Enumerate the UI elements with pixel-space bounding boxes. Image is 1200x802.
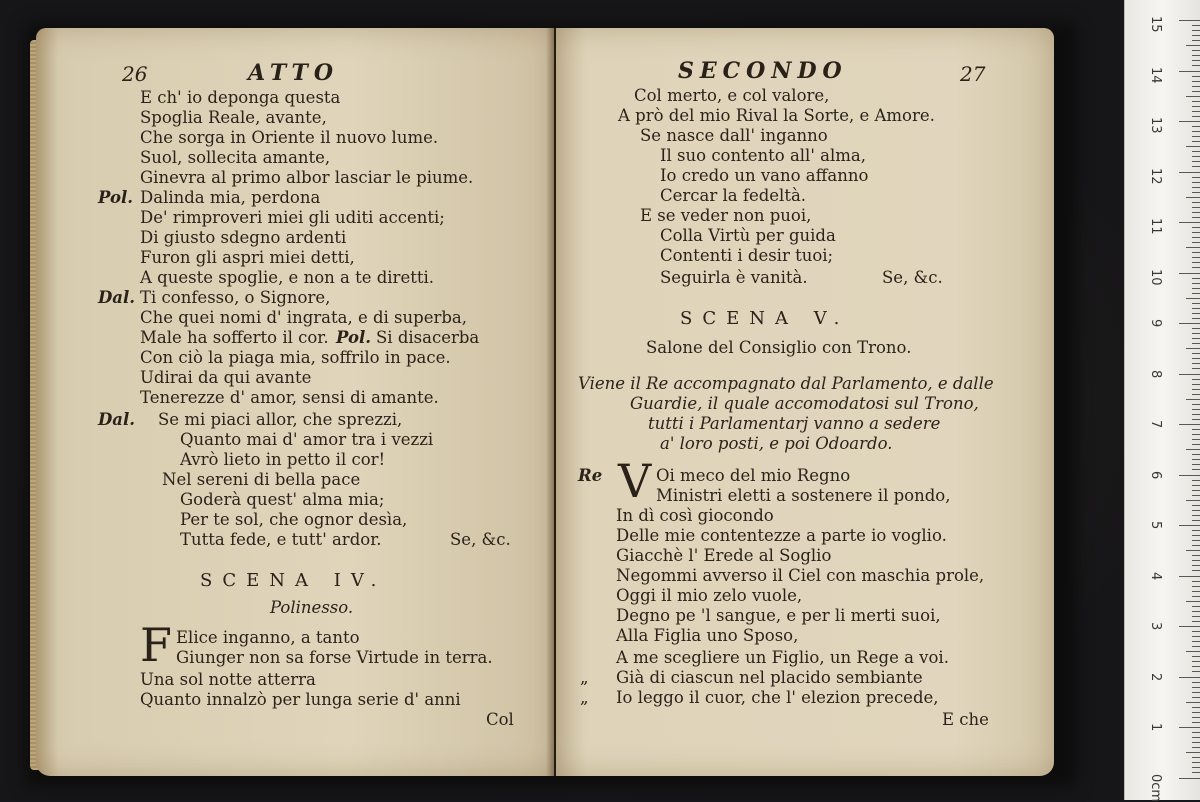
ruler-tick: [1192, 227, 1200, 228]
verse-line: A me scegliere un Figlio, un Rege a voi.: [616, 648, 949, 667]
ruler-tick: [1192, 646, 1200, 647]
ruler-tick: [1192, 636, 1200, 637]
ruler-tick: [1192, 389, 1200, 390]
ruler-tick: [1192, 394, 1200, 395]
ruler-tick: [1179, 20, 1200, 21]
ruler-tick: [1192, 76, 1200, 77]
ruler-tick: [1192, 40, 1200, 41]
ruler-tick: [1192, 606, 1200, 607]
verse-line: Con ciò la piaga mia, soffrilo in pace.: [140, 348, 451, 367]
verse-line: Si disacerba: [376, 328, 480, 347]
ruler-tick: [1192, 283, 1200, 284]
ruler-tick: [1192, 459, 1200, 460]
ruler-label: 5: [1148, 521, 1163, 530]
ruler-tick: [1192, 682, 1200, 683]
ruler-tick: [1192, 131, 1200, 132]
ruler-tick: [1192, 237, 1200, 238]
ruler-tick: [1186, 500, 1200, 501]
page-number: 26: [122, 62, 148, 86]
verse-line: A prò del mio Rival la Sorte, e Amore.: [618, 106, 935, 125]
ruler-tick: [1192, 207, 1200, 208]
verse-line: Dalinda mia, perdona: [140, 188, 321, 207]
ruler-tick: [1192, 560, 1200, 561]
ruler-tick: [1179, 424, 1200, 425]
ruler-tick: [1179, 778, 1200, 779]
ruler-tick: [1179, 323, 1200, 324]
verse-line: Oggi il mio zelo vuole,: [616, 586, 803, 605]
ruler-tick: [1192, 515, 1200, 516]
ruler-label: 3: [1148, 622, 1163, 631]
ruler-tick: [1192, 161, 1200, 162]
ruler-tick: [1192, 419, 1200, 420]
catchword: E che: [942, 710, 989, 729]
verse-line: E ch' io deponga questa: [140, 88, 341, 107]
ruler-label: 4: [1148, 571, 1163, 580]
ruler-tick: [1192, 136, 1200, 137]
ruler-tick: [1192, 60, 1200, 61]
ruler-tick: [1179, 374, 1200, 375]
stage-direction: tutti i Parlamentarj vanno a sedere: [648, 414, 941, 433]
aria-line: Io credo un vano affanno: [660, 166, 869, 185]
ruler-tick: [1192, 464, 1200, 465]
ruler-tick: [1192, 252, 1200, 253]
ruler-label: 12: [1148, 167, 1163, 185]
ruler-tick: [1192, 772, 1200, 773]
verse-line: Giunger non sa forse Virtude in terra.: [176, 648, 493, 667]
ruler-tick: [1186, 399, 1200, 400]
ruler-tick: [1192, 288, 1200, 289]
ruler-tick: [1192, 631, 1200, 632]
scene-heading: SCENA V.: [680, 308, 850, 329]
ruler-tick: [1192, 404, 1200, 405]
ruler-tick: [1192, 141, 1200, 142]
ruler-tick: [1192, 707, 1200, 708]
stage-direction: a' loro posti, e poi Odoardo.: [660, 434, 893, 453]
ruler-tick: [1186, 348, 1200, 349]
ruler-tick: [1192, 111, 1200, 112]
aria-line: Seguirla è vanità.: [660, 268, 808, 287]
verse-line: Suol, sollecita amante,: [140, 148, 331, 167]
ruler-tick: [1179, 475, 1200, 476]
ruler-tick: [1192, 434, 1200, 435]
speaker-label: Re: [578, 466, 603, 485]
ruler-tick: [1179, 525, 1200, 526]
speaker-label: Pol.: [98, 188, 133, 207]
ruler-tick: [1192, 232, 1200, 233]
ruler-tick: [1179, 576, 1200, 577]
verse-line: A queste spoglie, e non a te diretti.: [140, 268, 434, 287]
ruler-tick: [1192, 177, 1200, 178]
verse-line: Delle mie contentezze a parte io voglio.: [616, 526, 947, 545]
ruler-tick: [1192, 540, 1200, 541]
ruler-tick: [1192, 429, 1200, 430]
verse-line: Furon gli aspri miei detti,: [140, 248, 355, 267]
verse-line: Ministri eletti a sostenere il pondo,: [656, 486, 951, 505]
ruler-tick: [1192, 454, 1200, 455]
ruler-tick: [1192, 318, 1200, 319]
ruler-tick: [1192, 308, 1200, 309]
ruler-tick: [1192, 732, 1200, 733]
ruler-label: 14: [1148, 66, 1163, 84]
scene-character: Polinesso.: [270, 598, 354, 617]
ruler-tick: [1192, 495, 1200, 496]
ruler-tick: [1192, 379, 1200, 380]
ruler-tick: [1192, 156, 1200, 157]
ruler-tick: [1192, 692, 1200, 693]
ruler-tick: [1192, 661, 1200, 662]
ruler-tick: [1192, 535, 1200, 536]
ruler-tick: [1186, 651, 1200, 652]
left-page: [36, 28, 554, 776]
ruler-tick: [1186, 702, 1200, 703]
ruler-tick: [1192, 444, 1200, 445]
ruler-tick: [1192, 368, 1200, 369]
ruler-tick: [1192, 91, 1200, 92]
verse-line: Ti confesso, o Signore,: [140, 288, 331, 307]
aria-line: Avrò lieto in petto il cor!: [180, 450, 386, 469]
aria-line: Cercar la fedeltà.: [660, 186, 807, 205]
verse-line: Tenerezze d' amor, sensi di amante.: [140, 388, 439, 407]
aria-line: Se nasce dall' inganno: [640, 126, 828, 145]
verse-line: Giacchè l' Erede al Soglio: [616, 546, 832, 565]
ruler-tick: [1192, 212, 1200, 213]
quote-mark: „: [580, 668, 589, 687]
verse-line: Male ha sofferto il cor.: [140, 328, 329, 347]
ruler-tick: [1192, 101, 1200, 102]
ruler-tick: [1192, 737, 1200, 738]
ruler-tick: [1192, 187, 1200, 188]
ruler-tick: [1192, 192, 1200, 193]
da-capo-mark: Se, &c.: [450, 530, 511, 549]
ruler-tick: [1192, 126, 1200, 127]
ruler-tick: [1192, 151, 1200, 152]
ruler-tick: [1192, 50, 1200, 51]
ruler-tick: [1179, 273, 1200, 274]
ruler-label: 10: [1148, 268, 1163, 286]
verse-line: Di giusto sdegno ardenti: [140, 228, 347, 247]
ruler-tick: [1192, 697, 1200, 698]
right-page: [556, 28, 1054, 776]
ruler-tick: [1192, 384, 1200, 385]
verse-line: Una sol notte atterra: [140, 670, 316, 689]
verse-line: Ginevra al primo albor lasciar le piume.: [140, 168, 474, 187]
ruler-tick: [1179, 727, 1200, 728]
ruler-tick: [1192, 55, 1200, 56]
ruler-tick: [1192, 363, 1200, 364]
ruler-tick: [1192, 328, 1200, 329]
ruler-tick: [1192, 469, 1200, 470]
verse-line: Oi meco del mio Regno: [656, 466, 851, 485]
ruler-tick: [1192, 671, 1200, 672]
ruler-tick: [1192, 510, 1200, 511]
ruler-tick: [1186, 96, 1200, 97]
aria-line: Goderà quest' alma mia;: [180, 490, 385, 509]
ruler-tick: [1192, 353, 1200, 354]
ruler-tick: [1192, 358, 1200, 359]
ruler-tick: [1186, 550, 1200, 551]
verse-line: Negommi avverso il Ciel con maschia prole,: [616, 566, 985, 585]
da-capo-mark: Se, &c.: [882, 268, 943, 287]
ruler-tick: [1179, 677, 1200, 678]
verse-line: Elice inganno, a tanto: [176, 628, 360, 647]
aria-line: Colla Virtù per guida: [660, 226, 836, 245]
ruler-tick: [1192, 293, 1200, 294]
aria-line: Tutta fede, e tutt' ardor.: [180, 530, 382, 549]
ruler-tick: [1192, 343, 1200, 344]
ruler-tick: [1192, 490, 1200, 491]
ruler-tick: [1192, 278, 1200, 279]
aria-line: Il suo contento all' alma,: [660, 146, 866, 165]
ruler-label: 7: [1148, 420, 1163, 429]
ruler-tick: [1192, 581, 1200, 582]
ruler-tick: [1179, 71, 1200, 72]
ruler-tick: [1192, 166, 1200, 167]
ruler-tick: [1192, 81, 1200, 82]
aria-line: Contenti i desir tuoi;: [660, 246, 834, 265]
ruler-tick: [1192, 116, 1200, 117]
ruler-tick: [1192, 313, 1200, 314]
ruler-tick: [1192, 202, 1200, 203]
ruler-tick: [1192, 747, 1200, 748]
ruler-label: 2: [1148, 672, 1163, 681]
ruler-tick: [1192, 656, 1200, 657]
ruler-label: 11: [1148, 218, 1163, 235]
ruler-tick: [1192, 409, 1200, 410]
ruler-label: 6: [1148, 470, 1163, 479]
ruler-tick: [1186, 298, 1200, 299]
ruler-tick: [1192, 586, 1200, 587]
ruler-tick: [1192, 217, 1200, 218]
ruler-tick: [1192, 762, 1200, 763]
ruler-tick: [1186, 247, 1200, 248]
verse-line: Col merto, e col valore,: [634, 86, 830, 105]
ruler-tick: [1179, 222, 1200, 223]
ruler-tick: [1192, 616, 1200, 617]
ruler-label: 15: [1148, 16, 1163, 33]
aria-line: Quanto mai d' amor tra i vezzi: [180, 430, 434, 449]
ruler-label: 13: [1148, 117, 1163, 134]
ruler-label: 1: [1148, 723, 1163, 732]
ruler-tick: [1186, 197, 1200, 198]
verse-line: Che sorga in Oriente il nuovo lume.: [140, 128, 439, 147]
verse-line: Che quei nomi d' ingrata, e di superba,: [140, 308, 468, 327]
ruler-label: 9: [1148, 319, 1163, 328]
ruler-tick: [1186, 146, 1200, 147]
drop-cap: V: [618, 454, 652, 508]
ruler-tick: [1192, 65, 1200, 66]
measuring-ruler: [1124, 0, 1200, 800]
ruler-tick: [1192, 333, 1200, 334]
ruler-tick: [1192, 545, 1200, 546]
verse-line: Spoglia Reale, avante,: [140, 108, 327, 127]
verse-line: Alla Figlia uno Sposo,: [616, 626, 799, 645]
ruler-tick: [1192, 596, 1200, 597]
ruler-tick: [1192, 267, 1200, 268]
verse-line: Già di ciascun nel placido sembiante: [616, 668, 923, 687]
ruler-tick: [1192, 591, 1200, 592]
running-head: SECONDO: [678, 58, 848, 84]
ruler-tick: [1192, 30, 1200, 31]
ruler-tick: [1192, 767, 1200, 768]
ruler-tick: [1192, 414, 1200, 415]
ruler-tick: [1192, 570, 1200, 571]
ruler-tick: [1192, 666, 1200, 667]
running-head: ATTO: [248, 60, 339, 86]
ruler-tick: [1186, 449, 1200, 450]
verse-line: Io leggo il cuor, che l' elezion precede,: [616, 688, 939, 707]
ruler-tick: [1192, 621, 1200, 622]
speaker-label: Pol.: [336, 328, 371, 347]
ruler-tick: [1192, 262, 1200, 263]
ruler-tick: [1192, 25, 1200, 26]
ruler-tick: [1192, 520, 1200, 521]
ruler-tick: [1192, 106, 1200, 107]
ruler-tick: [1192, 555, 1200, 556]
ruler-tick: [1192, 480, 1200, 481]
ruler-tick: [1192, 742, 1200, 743]
ruler-tick: [1192, 717, 1200, 718]
stage-direction: Guardie, il quale accomodatosi sul Trono,: [630, 394, 979, 413]
ruler-tick: [1192, 86, 1200, 87]
verse-line: Quanto innalzò per lunga serie d' anni: [140, 690, 461, 709]
ruler-tick: [1186, 601, 1200, 602]
speaker-label: Dal.: [98, 288, 136, 307]
ruler-tick: [1192, 712, 1200, 713]
ruler-tick: [1192, 757, 1200, 758]
scene-setting: Salone del Consiglio con Trono.: [646, 338, 912, 357]
ruler-tick: [1179, 626, 1200, 627]
ruler-tick: [1192, 35, 1200, 36]
stage-direction: Viene il Re accompagnato dal Parlamento, e dalle: [578, 374, 994, 393]
aria-line: Se mi piaci allor, che sprezzi,: [158, 410, 403, 429]
ruler-tick: [1186, 45, 1200, 46]
verse-line: In dì così giocondo: [616, 506, 774, 525]
ruler-label: 8: [1148, 369, 1163, 378]
ruler-tick: [1192, 242, 1200, 243]
ruler-tick: [1186, 752, 1200, 753]
ruler-tick: [1192, 182, 1200, 183]
ruler-tick: [1192, 439, 1200, 440]
ruler-tick: [1192, 338, 1200, 339]
page-number: 27: [960, 62, 986, 86]
verse-line: Udirai da qui avante: [140, 368, 312, 387]
ruler-tick: [1192, 303, 1200, 304]
aria-line: Nel sereni di bella pace: [162, 470, 361, 489]
ruler-tick: [1192, 687, 1200, 688]
ruler-tick: [1192, 722, 1200, 723]
ruler-label: 0cm: [1148, 773, 1163, 802]
verse-line: Degno pe 'l sangue, e per li merti suoi,: [616, 606, 941, 625]
ruler-tick: [1192, 611, 1200, 612]
ruler-tick: [1179, 121, 1200, 122]
ruler-tick: [1192, 530, 1200, 531]
drop-cap: F: [140, 618, 172, 672]
aria-line: E se veder non puoi,: [640, 206, 812, 225]
ruler-tick: [1192, 485, 1200, 486]
aria-line: Per te sol, che ognor desìa,: [180, 510, 408, 529]
ruler-tick: [1179, 172, 1200, 173]
ruler-tick: [1192, 505, 1200, 506]
ruler-tick: [1192, 641, 1200, 642]
quote-mark: „: [580, 688, 589, 707]
ruler-tick: [1192, 565, 1200, 566]
catchword: Col: [486, 710, 514, 729]
ruler-tick: [1192, 257, 1200, 258]
verse-line: De' rimproveri miei gli uditi accenti;: [140, 208, 445, 227]
scene-heading: SCENA IV.: [200, 570, 387, 591]
speaker-label: Dal.: [98, 410, 136, 429]
